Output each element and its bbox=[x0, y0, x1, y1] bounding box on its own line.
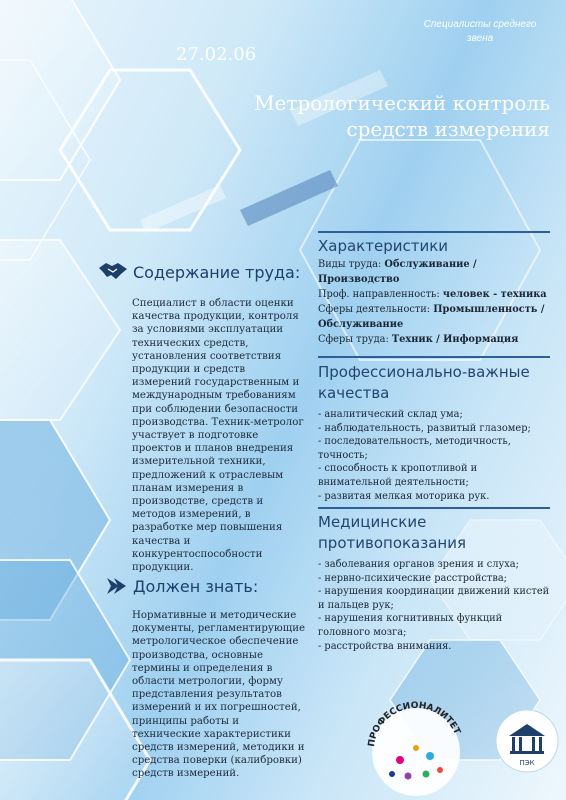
list-item: - нарушения координации движений кистей и пальцев рук; bbox=[318, 586, 550, 611]
characteristics-row bbox=[318, 332, 550, 347]
list-item: - развитая мелкая моторика рук. bbox=[318, 490, 490, 502]
contra-list bbox=[318, 558, 550, 653]
characteristics-row bbox=[318, 287, 550, 302]
list-item: - расстройства внимания. bbox=[318, 640, 452, 652]
page-title bbox=[220, 90, 550, 142]
characteristics-heading: Характеристики bbox=[318, 237, 449, 255]
qualities-divider bbox=[318, 356, 550, 358]
college-text: ПЭК bbox=[519, 759, 535, 767]
list-item: - способность к кропотливой и внимательной деятельности; bbox=[318, 463, 478, 488]
content-heading: Содержание труда: bbox=[133, 263, 301, 282]
characteristics-row bbox=[318, 302, 550, 332]
row-label: Виды труда: bbox=[318, 259, 385, 270]
row-value: человек - техника bbox=[442, 289, 547, 300]
row-label: Сферы труда: bbox=[318, 334, 392, 345]
characteristics-panel bbox=[318, 236, 550, 347]
college-emblem bbox=[494, 708, 560, 774]
qualities-heading: Профессионально-важные качества bbox=[318, 363, 530, 402]
arrow-right-icon bbox=[106, 576, 128, 596]
knowledge-heading: Должен знать: bbox=[133, 577, 259, 596]
row-label: Сферы деятельности: bbox=[318, 304, 434, 315]
list-item: - аналитический склад ума; bbox=[318, 409, 463, 420]
qualities-panel bbox=[318, 362, 550, 503]
top-note: Специалисты среднего звена bbox=[423, 19, 537, 44]
specialty-code: 27.02.06 bbox=[176, 44, 257, 65]
content-text: Специалист в области оценки качества продукции, контроля за условиями эксплуатации технических средств, установления соответствия продукции и средств измерений государственным и международным требованиям при соблюдении безопасности производства. Техник-метролог участвует в подготовке проектов и планов внедрения измерительной техники, предложений к отраслевым планам измерения в производстве, средств и методов измерений, в разработке мер повышения качества и конкурентоспособности продукции. bbox=[132, 298, 304, 574]
row-value: Техник / Информация bbox=[391, 334, 519, 345]
list-item: - последовательность, методичность, точность; bbox=[318, 436, 511, 461]
knowledge-text: Нормативные и методические документы, регламентирующие метрологическое обеспечение производства, основные термины и определения в области метрологии, форму представления результатов измерений и их погрешностей, принципы работы и технические характеристики средств измерений, методики и средства поверки (калибровки) средств измерений. bbox=[132, 610, 306, 780]
logo-text: ПРОФЕССИОНАЛИТЕТ bbox=[367, 700, 462, 748]
list-item: - заболевания органов зрения и слуха; bbox=[318, 559, 519, 570]
characteristics-row bbox=[318, 257, 550, 287]
contra-divider bbox=[318, 507, 550, 509]
row-value: Обслуживание / Производство bbox=[318, 259, 477, 285]
characteristics-divider bbox=[318, 231, 550, 233]
contra-panel bbox=[318, 512, 550, 653]
professionalitet-logo bbox=[356, 690, 476, 800]
qualities-list bbox=[318, 408, 550, 503]
row-value: Промышленность / Обслуживание bbox=[318, 304, 545, 330]
title-line-1: Метрологический контроль bbox=[254, 91, 550, 115]
handshake-icon bbox=[98, 260, 128, 282]
contra-heading: Медицинские противопоказания bbox=[318, 513, 466, 552]
list-item: - нарушения когнитивных функций головного мозга; bbox=[318, 613, 503, 638]
list-item: - нервно-психические расстройства; bbox=[318, 572, 507, 584]
title-line-2: средств измерения bbox=[346, 117, 550, 141]
list-item: - наблюдательность, развитый глазомер; bbox=[318, 422, 531, 434]
row-label: Проф. направленность: bbox=[318, 289, 443, 300]
